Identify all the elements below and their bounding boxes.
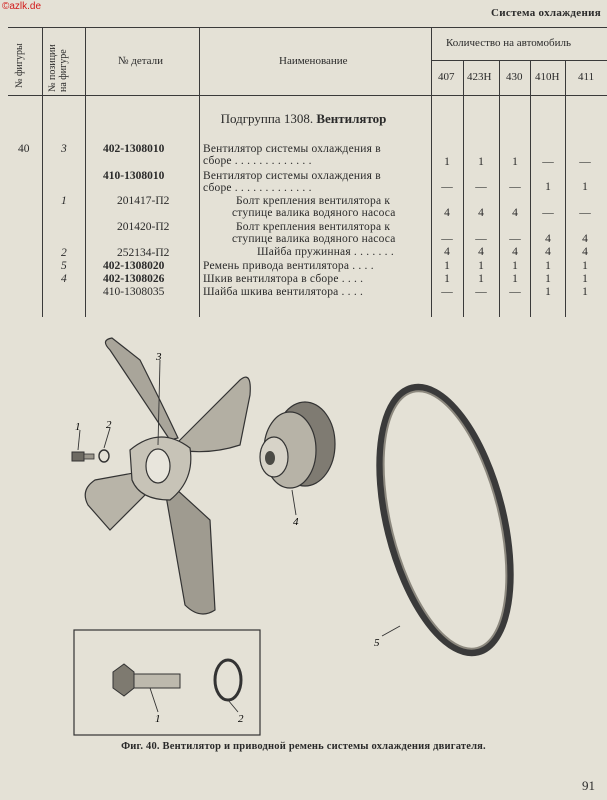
row-name: сборе . . . . . . . . . . . . . xyxy=(203,182,312,194)
row-qty: — xyxy=(509,181,521,193)
figure-label: 4 xyxy=(293,516,299,528)
header-model: 430 xyxy=(506,71,523,83)
row-name: Вентилятор системы охлаждения в xyxy=(203,143,381,155)
col-divider xyxy=(85,27,86,317)
row-qty: 4 xyxy=(545,246,551,258)
row-part-no: 410-1308010 xyxy=(103,170,165,182)
figure-caption: Фиг. 40. Вентилятор и приводной ремень системы охлаждения двигателя. xyxy=(121,741,486,752)
row-qty: — xyxy=(579,156,591,168)
header-quantity: Количество на автомобиль xyxy=(446,37,571,49)
row-qty: 1 xyxy=(512,260,518,272)
figure-label: 3 xyxy=(156,351,162,363)
section-title: Система охлаждения xyxy=(491,7,601,19)
row-qty: — xyxy=(441,233,453,245)
figure-label: 2 xyxy=(106,419,112,431)
row-qty: 1 xyxy=(582,181,588,193)
row-name: Шайба пружинная . . . . . . . xyxy=(257,246,394,258)
row-qty: 4 xyxy=(582,246,588,258)
row-name: Ремень привода вентилятора . . . . xyxy=(203,260,374,272)
row-qty: 1 xyxy=(512,273,518,285)
header-part-no: № детали xyxy=(118,55,164,67)
row-name: ступице валика водяного насоса xyxy=(232,233,396,245)
row-position: 3 xyxy=(61,143,67,155)
row-qty: 1 xyxy=(582,286,588,298)
fan-illustration xyxy=(0,320,607,740)
pulley xyxy=(260,402,335,488)
row-position: 1 xyxy=(61,195,67,207)
page-number: 91 xyxy=(582,778,595,793)
watermark: ©azlk.de xyxy=(2,1,42,12)
col-divider xyxy=(199,27,200,317)
row-part-no: 201420-П2 xyxy=(117,221,170,233)
row-qty: 1 xyxy=(545,181,551,193)
row-name: ступице валика водяного насоса xyxy=(232,207,396,219)
row-part-no: 402-1308020 xyxy=(103,260,165,272)
row-name: Шкив вентилятора в сборе . . . . xyxy=(203,273,364,285)
row-name: Болт крепления вентилятора к xyxy=(236,195,391,207)
col-divider xyxy=(499,60,500,317)
header-position-no: № позиции на фигуре xyxy=(47,44,69,92)
row-qty: 4 xyxy=(545,233,551,245)
header-model: 407 xyxy=(438,71,455,83)
row-name: Шайба шкива вентилятора . . . . xyxy=(203,286,364,298)
figure-number: 40 xyxy=(18,143,30,155)
washer-small xyxy=(99,450,109,462)
row-qty: 1 xyxy=(478,260,484,272)
fan-hub xyxy=(130,437,191,500)
table-top-rule xyxy=(8,27,607,28)
row-qty: — xyxy=(542,156,554,168)
header-model: 411 xyxy=(578,71,595,83)
row-qty: — xyxy=(475,286,487,298)
washer-large xyxy=(215,660,241,700)
col-divider xyxy=(530,60,531,317)
row-position: 4 xyxy=(61,273,67,285)
row-qty: — xyxy=(579,207,591,219)
row-qty: — xyxy=(475,181,487,193)
figure-label: 5 xyxy=(374,637,380,649)
row-qty: 4 xyxy=(512,207,518,219)
row-part-no: 402-1308010 xyxy=(103,143,165,155)
row-qty: 1 xyxy=(545,286,551,298)
row-qty: 4 xyxy=(444,246,450,258)
col-divider xyxy=(463,60,464,317)
figure-label: 1 xyxy=(75,421,81,433)
row-qty: 1 xyxy=(545,273,551,285)
bolt-small xyxy=(72,452,94,461)
fan-blade xyxy=(165,488,215,614)
row-qty: 1 xyxy=(582,273,588,285)
qty-header-rule xyxy=(431,60,607,61)
row-qty: 1 xyxy=(582,260,588,272)
col-divider xyxy=(431,27,432,317)
subgroup-title: Подгруппа 1308. Вентилятор xyxy=(220,111,387,126)
row-qty: 4 xyxy=(512,246,518,258)
row-name: Вентилятор системы охлаждения в xyxy=(203,170,381,182)
header-model: 410Н xyxy=(535,71,560,83)
row-name: Болт крепления вентилятора к xyxy=(236,221,391,233)
table-header-rule xyxy=(8,95,607,96)
header-fig-no: № фигуры xyxy=(14,43,25,88)
row-part-no: 410-1308035 xyxy=(103,286,165,298)
row-qty: 1 xyxy=(512,156,518,168)
row-qty: — xyxy=(475,233,487,245)
row-qty: 1 xyxy=(444,273,450,285)
header-model: 423Н xyxy=(467,71,492,83)
row-qty: 1 xyxy=(444,260,450,272)
row-qty: 4 xyxy=(478,246,484,258)
row-qty: — xyxy=(509,286,521,298)
bolt-large xyxy=(113,664,180,696)
col-divider xyxy=(42,27,43,317)
row-qty: 4 xyxy=(444,207,450,219)
row-qty: — xyxy=(441,286,453,298)
row-position: 5 xyxy=(61,260,67,272)
fan-blade xyxy=(105,338,178,440)
header-name: Наименование xyxy=(279,55,348,67)
drive-belt xyxy=(356,374,534,666)
row-part-no: 252134-П2 xyxy=(117,247,170,259)
row-part-no: 201417-П2 xyxy=(117,195,170,207)
row-name: сборе . . . . . . . . . . . . . xyxy=(203,155,312,167)
inset-label: 2 xyxy=(238,713,244,725)
row-qty: — xyxy=(542,207,554,219)
row-qty: — xyxy=(441,181,453,193)
row-part-no: 402-1308026 xyxy=(103,273,165,285)
row-qty: 4 xyxy=(582,233,588,245)
col-divider xyxy=(565,60,566,317)
inset-label: 1 xyxy=(155,713,161,725)
row-qty: 1 xyxy=(478,156,484,168)
row-qty: 1 xyxy=(444,156,450,168)
row-qty: 4 xyxy=(478,207,484,219)
row-position: 2 xyxy=(61,247,67,259)
row-qty: 1 xyxy=(545,260,551,272)
fan-blade xyxy=(175,377,250,452)
row-qty: — xyxy=(509,233,521,245)
row-qty: 1 xyxy=(478,273,484,285)
